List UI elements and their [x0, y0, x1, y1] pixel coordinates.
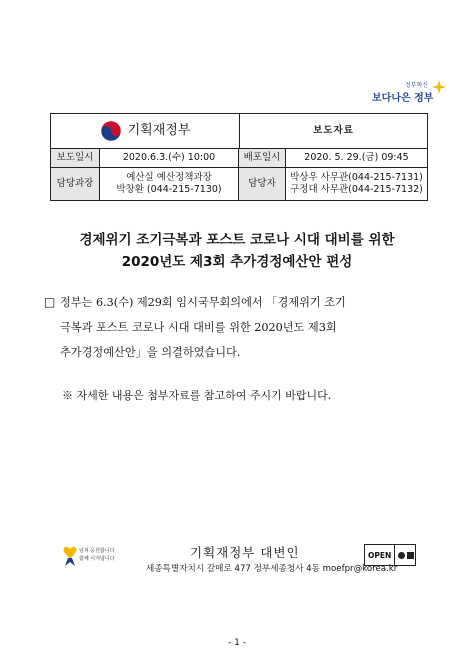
doc-type-title: 보도자료	[239, 113, 428, 149]
distribution-value: 2020. 5. 29.(금) 09:45	[285, 148, 428, 168]
dept-label: 담당과장	[50, 167, 100, 201]
ministry-logo-cell	[50, 113, 240, 149]
ministry-logo-text: 기획재정부	[127, 122, 191, 138]
distribution-label: 배포일시	[238, 148, 286, 168]
press-release-header	[50, 113, 428, 213]
heart-ribbon-icon	[62, 545, 78, 567]
logo-main-text: 보다나은 정부	[372, 93, 434, 104]
logo-small-text: 정부혁신	[404, 82, 428, 89]
gov-innovation-logo	[372, 80, 442, 108]
officer-label: 담당자	[238, 167, 286, 201]
badge-line1: 넘쳐 응원합니다	[79, 548, 115, 554]
attachment-note: ※ 자세한 내용은 첨부자료를 참고하여 주시기 바랍니다.	[62, 389, 332, 402]
officer-value	[285, 167, 428, 201]
body-line3: 추가경정예산안」을 의결하였습니다.	[60, 346, 241, 359]
headline-line2: 2020년도 제3회 추가경정예산안 편성	[121, 254, 353, 270]
open-label: OPEN	[365, 545, 395, 565]
attribution-icon	[398, 552, 405, 559]
open-license-badge	[364, 544, 416, 566]
dept-value-line2: 박창환 (044-215-7130)	[116, 184, 222, 195]
dept-value	[99, 167, 239, 201]
officer-line1: 박상우 사무관(044-215-7131)	[290, 172, 423, 184]
sparkle-icon	[432, 80, 446, 94]
dept-value-line1: 예산실 예산정책과장	[126, 172, 212, 184]
officer-line2: 구정대 사무관(044-215-7132)	[290, 184, 423, 195]
body-checkbox: □	[44, 295, 56, 309]
spokesperson: 기획재정부 대변인	[190, 545, 300, 560]
footer-address: 세종특별자치시 갈매로 477 정부세종청사 4동 moefpr@korea.kr	[146, 564, 398, 574]
campaign-badge	[62, 543, 122, 569]
badge-line2: 함께 이겨냅니다	[79, 556, 115, 562]
license-icons	[395, 552, 414, 559]
page-number: - 1 -	[228, 638, 246, 648]
report-date-label: 보도일시	[50, 148, 100, 168]
taegeuk-logo-icon	[100, 120, 122, 142]
noncommercial-icon	[407, 552, 414, 559]
headline-line1: 경제위기 조기극복과 포스트 코로나 시대 대비를 위한	[79, 232, 395, 248]
report-date-value: 2020.6.3.(수) 10:00	[99, 148, 239, 168]
body-line1: 정부는 6.3(수) 제29회 임시국무회의에서 「경제위기 조기	[60, 296, 346, 309]
body-line2: 극복과 포스트 코로나 시대 대비를 위한 2020년도 제3회	[60, 321, 337, 334]
